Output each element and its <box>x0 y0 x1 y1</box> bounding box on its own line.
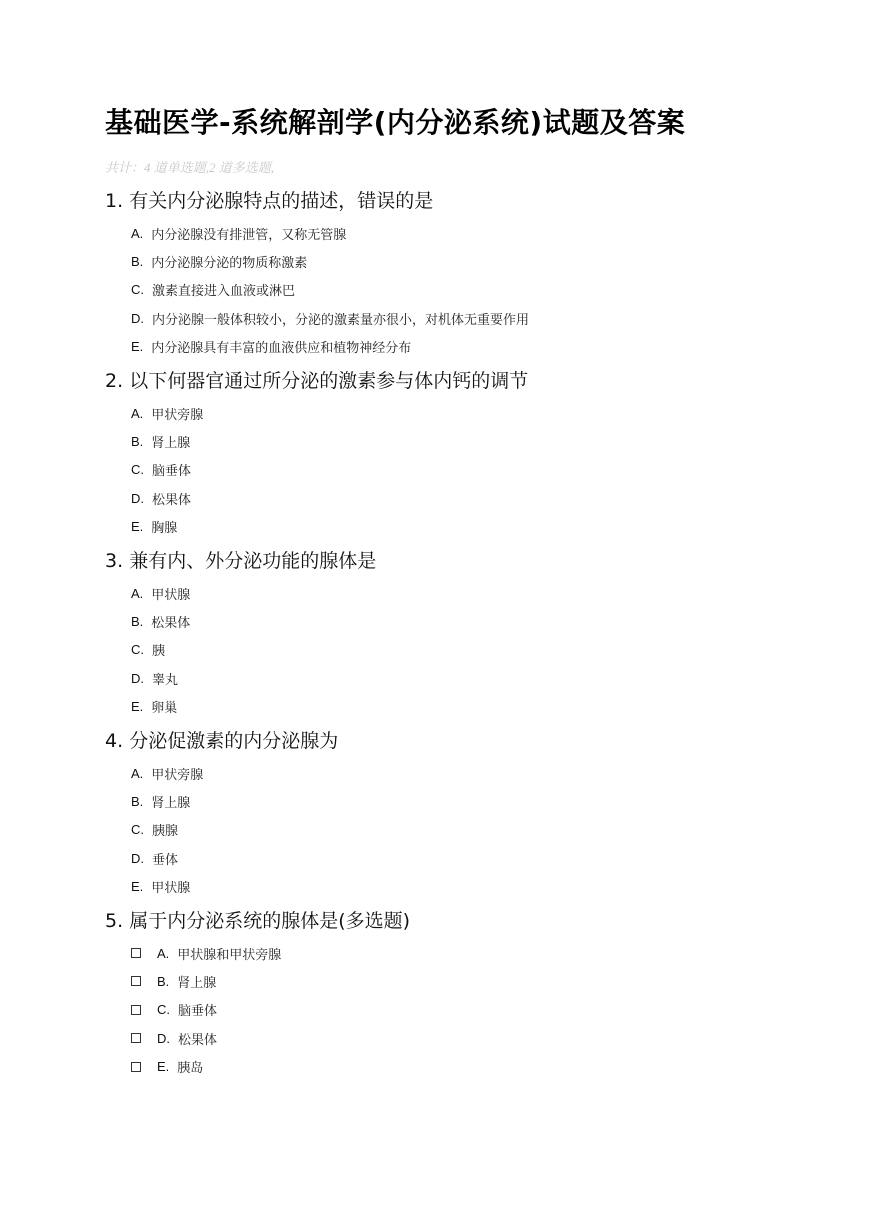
option-a[interactable] <box>131 399 825 427</box>
option-text: 松果体 <box>151 615 191 631</box>
option-text: 松果体 <box>152 492 192 508</box>
option-letter: D. <box>131 670 144 686</box>
option-letter: E. <box>131 339 144 355</box>
option-a[interactable] <box>131 579 825 607</box>
question-title <box>105 367 825 395</box>
option-b[interactable] <box>131 247 825 275</box>
option-text: 肾上腺 <box>151 795 191 811</box>
option-list <box>105 399 825 541</box>
option-letter: E. <box>157 1059 170 1075</box>
question-title <box>105 187 825 215</box>
option-text: 睾丸 <box>152 672 179 688</box>
option-text: 内分泌腺一般体积较小，分泌的激素量亦很小，对机体无重要作用 <box>152 312 530 328</box>
option-text: 激素直接进入血液或淋巴 <box>152 284 296 300</box>
question-text: 有关内分泌腺特点的描述，错误的是 <box>129 190 434 212</box>
option-letter: A. <box>157 945 170 961</box>
option-a[interactable] <box>131 219 825 247</box>
option-d[interactable] <box>131 1024 825 1052</box>
option-text: 内分泌腺没有排泄管，又称无管腺 <box>151 227 347 243</box>
option-b[interactable] <box>131 607 825 635</box>
question-number: 5. <box>105 909 124 932</box>
option-text: 甲状旁腺 <box>151 767 204 783</box>
option-letter: B. <box>131 793 144 809</box>
question-1 <box>105 187 825 361</box>
option-text: 垂体 <box>152 852 179 868</box>
question-number: 1. <box>105 190 124 212</box>
option-letter: A. <box>131 225 144 241</box>
option-letter: A. <box>131 765 144 781</box>
option-letter: C. <box>131 822 144 838</box>
option-b[interactable] <box>131 967 825 995</box>
option-c[interactable] <box>131 456 825 484</box>
option-text: 脑垂体 <box>178 1004 218 1020</box>
option-letter: A. <box>131 585 144 601</box>
option-d[interactable] <box>131 484 825 512</box>
question-title <box>105 907 825 935</box>
question-text: 以下何器官通过所分泌的激素参与体内钙的调节 <box>129 369 529 392</box>
checkbox-icon[interactable] <box>131 1062 141 1072</box>
checkbox-icon[interactable] <box>131 1033 141 1043</box>
question-3 <box>105 547 825 721</box>
option-c[interactable] <box>131 996 825 1024</box>
option-letter: B. <box>131 613 144 629</box>
option-text: 甲状腺和甲状旁腺 <box>177 947 282 963</box>
option-c[interactable] <box>131 636 825 664</box>
question-number: 4. <box>105 729 124 752</box>
option-a[interactable] <box>131 939 825 967</box>
checkbox-icon[interactable] <box>131 948 141 958</box>
question-text: 属于内分泌系统的腺体是(多选题) <box>129 909 411 932</box>
option-a[interactable] <box>131 759 825 787</box>
option-text: 胰 <box>152 644 166 660</box>
option-list <box>105 759 825 901</box>
option-text: 甲状腺 <box>151 881 191 897</box>
option-c[interactable] <box>131 276 825 304</box>
question-title <box>105 547 825 575</box>
option-b[interactable] <box>131 427 825 455</box>
question-title <box>105 727 825 755</box>
option-text: 卵巢 <box>151 701 178 717</box>
option-letter: E. <box>131 519 144 535</box>
question-summary: 共计：4 道单选题,2 道多选题, <box>105 160 275 175</box>
option-letter: D. <box>131 850 144 866</box>
option-letter: D. <box>131 310 144 326</box>
option-letter: A. <box>131 405 144 421</box>
option-d[interactable] <box>131 304 825 332</box>
option-text: 肾上腺 <box>177 975 217 991</box>
option-list <box>105 579 825 721</box>
option-list <box>105 939 825 1081</box>
option-letter: B. <box>131 254 144 270</box>
option-letter: C. <box>131 282 144 298</box>
option-text: 内分泌腺分泌的物质称激素 <box>151 256 308 272</box>
option-text: 肾上腺 <box>151 436 191 452</box>
option-text: 内分泌腺具有丰富的血液供应和植物神经分布 <box>151 341 412 357</box>
question-number: 2. <box>105 369 124 392</box>
option-d[interactable] <box>131 844 825 872</box>
option-letter: B. <box>157 973 170 989</box>
checkbox-icon[interactable] <box>131 976 141 986</box>
option-e[interactable] <box>131 513 825 541</box>
option-c[interactable] <box>131 816 825 844</box>
option-b[interactable] <box>131 787 825 815</box>
option-text: 甲状腺 <box>151 587 191 603</box>
question-text: 分泌促激素的内分泌腺为 <box>129 729 339 752</box>
option-text: 松果体 <box>178 1032 218 1048</box>
option-text: 胰岛 <box>177 1061 204 1077</box>
option-text: 胸腺 <box>151 521 178 537</box>
option-d[interactable] <box>131 664 825 692</box>
question-list <box>105 187 825 1081</box>
option-text: 甲状旁腺 <box>151 407 204 423</box>
option-letter: C. <box>157 1002 170 1018</box>
option-e[interactable] <box>131 1052 825 1080</box>
option-letter: E. <box>131 879 144 895</box>
option-letter: D. <box>131 490 144 506</box>
option-letter: D. <box>157 1030 170 1046</box>
option-letter: B. <box>131 434 144 450</box>
option-e[interactable] <box>131 872 825 900</box>
option-e[interactable] <box>131 333 825 361</box>
question-number: 3. <box>105 549 124 572</box>
option-e[interactable] <box>131 692 825 720</box>
question-2 <box>105 367 825 541</box>
page-title: 基础医学-系统解剖学(内分泌系统)试题及答案 <box>105 106 686 139</box>
checkbox-icon[interactable] <box>131 1005 141 1015</box>
option-text: 脑垂体 <box>152 464 192 480</box>
option-letter: E. <box>131 699 144 715</box>
option-letter: C. <box>131 642 144 658</box>
option-letter: C. <box>131 462 144 478</box>
document-page <box>105 103 825 1087</box>
question-5 <box>105 907 825 1081</box>
option-text: 胰腺 <box>152 824 179 840</box>
option-list <box>105 219 825 361</box>
question-4 <box>105 727 825 901</box>
question-text: 兼有内、外分泌功能的腺体是 <box>129 549 377 572</box>
